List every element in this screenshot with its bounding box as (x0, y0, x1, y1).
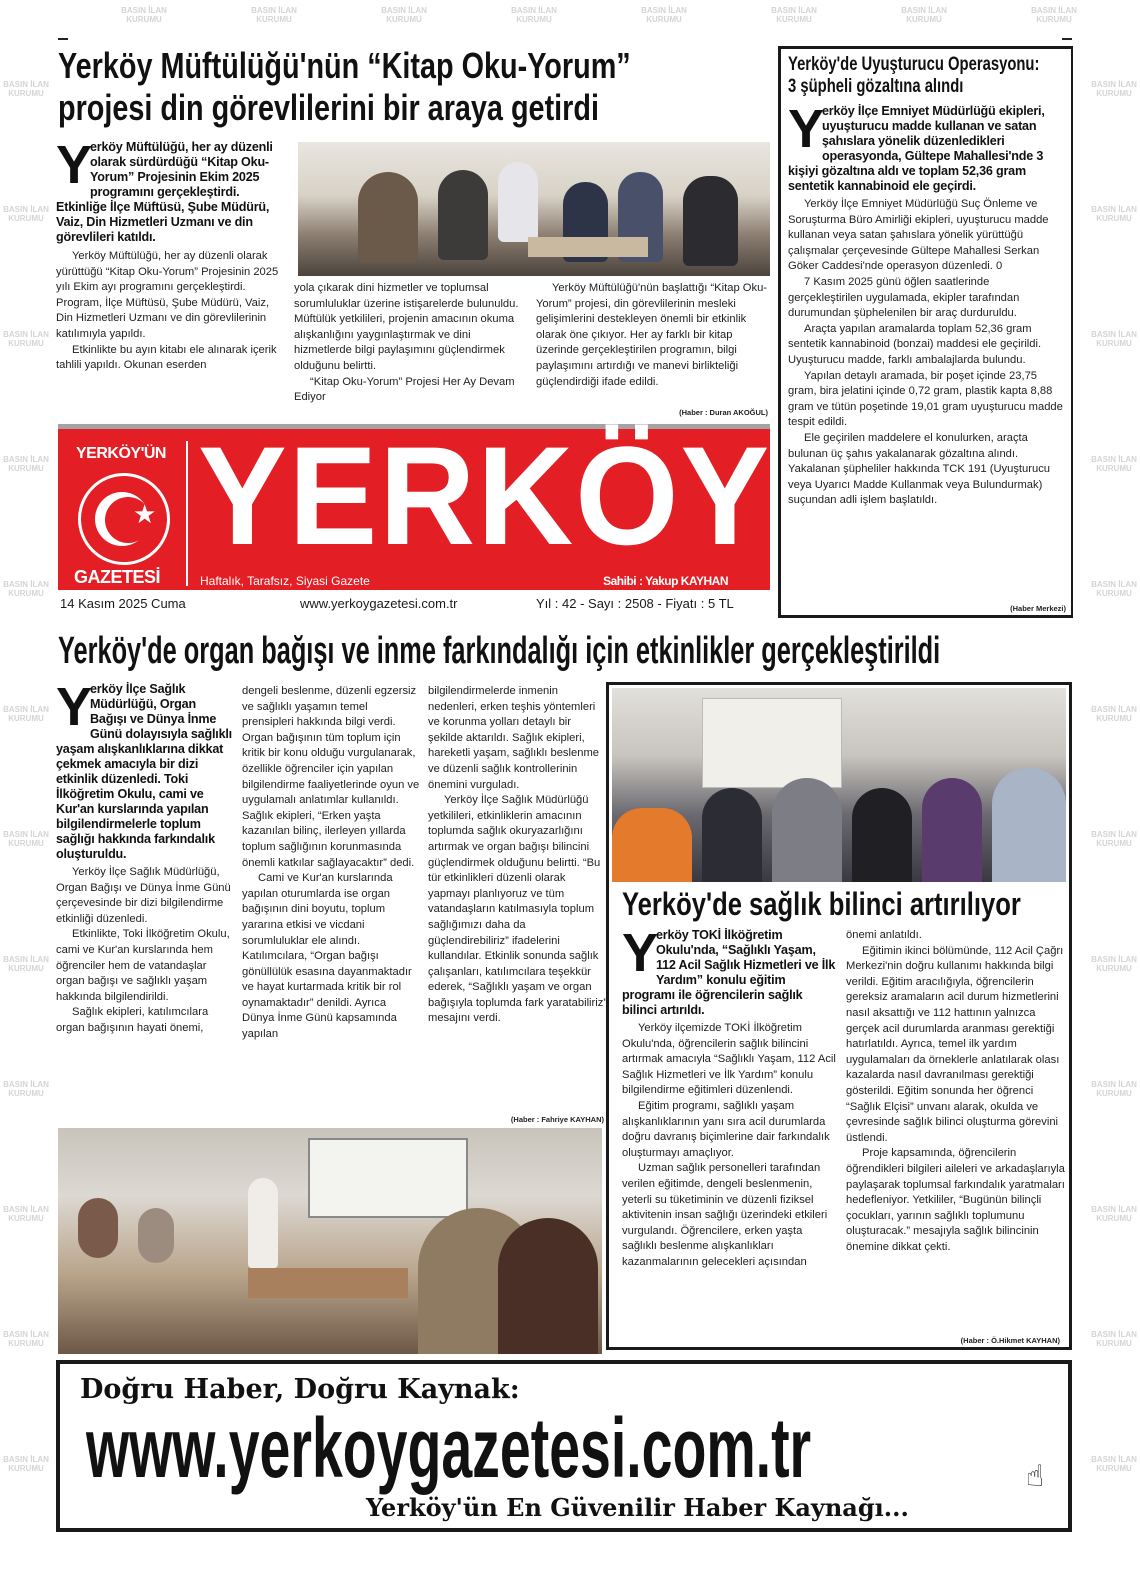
promo-tagline: Doğru Haber, Doğru Kaynak: (80, 1374, 520, 1405)
paragraph: Araçta yapılan aramalarda toplam 52,36 gram sentetik kannabinoid (bonzai) maddesi ele geçirildi. Uyuşturucu madde, farklı ambalajlarda bulundu. (788, 322, 1042, 366)
watermark-text: BASIN İLAN KURUMU (1091, 1330, 1137, 1348)
paragraph: dengeli beslenme, düzenli egzersiz ve sağlıklı yaşamın temel prensipleri hakkında bilgi verdi. Organ bağışının tüm toplum için kritik bir konu olduğu vurgulanarak, özellikle öğrenciler için yapılan bilgilendirme faaliyetlerinde oyun ve uygulamalı anlatımlar kullanıldı. Sağlık ekipleri, “Erken yaşta kazanılan bilinç, ilerleyen yıllarda toplum sağlığının korunmasında önemli katkılar sağlayacaktır” dedi. (242, 685, 420, 869)
paragraph: Yerköy ilçemizde TOKİ İlköğretim Okulu'nda, öğrencilerin sağlık bilincini artırmak amacıyla “Sağlıklı Yaşam, 112 Acil Sağlık Hizmetleri ve İlk Yardım” konulu bilgilendirme eğitimleri düzenlendi. (622, 1022, 836, 1097)
article1-headline-line2: projesi din görevlilerini bir araya getirdi (58, 87, 599, 128)
watermark-text: BASIN İLAN KURUMU (3, 1455, 49, 1473)
paragraph: yola çıkarak dini hizmetler ve toplumsal sorumluluklar üzerine istişarelerde bulunuldu. Müftülük yetkilileri, projenin amacının okuma alışkanlığını yaygınlaştırmak ve dini hizmetlerde bilgi paylaşımını güçlendirmek olduğunu belirtti. (294, 282, 519, 372)
article4-col2 (846, 928, 1066, 1332)
article1-col1 (56, 135, 286, 416)
paragraph: Sağlık ekipleri, katılımcılara organ bağışının hayati önemi, (56, 1006, 209, 1034)
watermark-text: BASIN İLAN KURUMU (1091, 330, 1137, 348)
article3-lead: erköy İlçe Sağlık Müdürlüğü, Organ Bağışı ve Dünya İnme Günü dolayısıyla sağlıklı yaşam alışkanlıklarına dikkat çekmek amacıyla bir dizi etkinlik düzenledi. Toki İlköğretim Okulu, cami ve Kur'an kurslarında yapılan bilgilendirmelerle toplum sağlığı hakkında farkındalık oluşturuldu. (56, 682, 232, 861)
paragraph: 7 Kasım 2025 günü öğlen saatlerinde gerçekleştirilen uygulamada, ekipler tarafından durumundan şüphelenilen bir araç durduruldu. (788, 275, 1020, 320)
article1-col2 (294, 281, 530, 419)
watermark-text: BASIN İLAN KURUMU (1091, 1205, 1137, 1223)
watermark-text: BASIN İLAN KURUMU (1091, 705, 1137, 723)
subheading: “Kitap Oku-Yorum” Projesi Her Ay Devam Ediyor (294, 375, 515, 404)
paragraph: Yerköy İlçe Sağlık Müdürlüğü, Organ Bağışı ve Dünya İnme Günü çerçevesinde bir dizi bilgilendirme etkinliği düzenledi. (56, 866, 231, 925)
watermark-text: BASIN İLAN KURUMU (251, 6, 297, 24)
watermark-text: BASIN İLAN KURUMU (1091, 80, 1137, 98)
paragraph: Yerköy İlçe Sağlık Müdürlüğü yetkilileri, etkinliklerin amacının toplumda sağlık okuryazarlığını artırmak ve organ bağışı bilincini güçlendirmek olduğunu belirtti. “Bu tür etkinlikleri düzenli olarak yapmayı planlıyoruz ve tüm vatandaşların katılmasıyla toplum sağlığımızı daha da güçlendirebiliriz” ifadelerini kullandılar. Etkinlik sonunda sağlık çalışanları, katılımcılara teşekkür ederek, “Sağlıklı yaşam ve organ bağışıyla toplumda fark yaratabiliriz” mesajını verdi. (428, 794, 608, 1025)
promo-url-link[interactable]: www.yerkoygazetesi.com.tr (86, 1401, 812, 1495)
watermark-text: BASIN İLAN KURUMU (3, 1330, 49, 1348)
article1-lead: erköy Müftülüğü, her ay düzenli olarak sürdürdüğü “Kitap Oku-Yorum” Projesinin Ekim 2025 programını gerçekleştirdi. Etkinliğe İlçe Müftüsü, Şube Müdürü, Vaiz, Din Hizmetleri Uzmanı ve din görevlileri katıldı. (56, 140, 273, 244)
paragraph: Etkinlikte, Toki İlköğretim Okulu, cami ve Kur'an kurslarında hem öğrenciler hem de vatandaşlar organ bağışı ve sağlıklı yaşam hakkında bilgilendirildi. (56, 928, 230, 1003)
masthead-left-bottom: GAZETESİ (74, 567, 161, 587)
watermark-text: BASIN İLAN KURUMU (3, 1205, 49, 1223)
hand-pointer-icon: ☝ (1026, 1459, 1045, 1494)
crop-mark (1062, 38, 1072, 40)
watermark-text: BASIN İLAN KURUMU (1091, 955, 1137, 973)
watermark-text: BASIN İLAN KURUMU (1091, 1455, 1137, 1473)
article3-col2 (242, 684, 420, 1124)
paragraph: Etkinlikte bu ayın kitabı ele alınarak içerik tahlili yapıldı. Okunan eserden (56, 343, 277, 372)
watermark-text: BASIN İLAN KURUMU (3, 830, 49, 848)
masthead-website-link[interactable]: www.yerkoygazetesi.com.tr (300, 596, 458, 611)
paragraph: önemi anlatıldı. (846, 929, 922, 941)
article1-col3 (536, 281, 772, 405)
watermark-text: BASIN İLAN KURUMU (1091, 580, 1137, 598)
article3-col3 (428, 684, 608, 1112)
paragraph: Yerköy İlçe Emniyet Müdürlüğü Suç Önleme ve Soruşturma Büro Amirliği ekipleri, uyuşturucu madde kullanan veya satan şahıslara yönelik yürüttüğü çalışmalar çerçevesinde Gültepe Mahallesi Serkan Göker Caddesi'nde operasyon düzenledi. 0 (788, 198, 1049, 273)
watermark-text: BASIN İLAN KURUMU (1091, 830, 1137, 848)
article1-byline: (Haber : Duran AKOĞUL) (679, 408, 768, 417)
watermark-text: BASIN İLAN KURUMU (771, 6, 817, 24)
paragraph: Yerköy Müftülüğü'nün başlattığı “Kitap Oku-Yorum” projesi, din görevlilerinin mesleki gelişimlerini destekleyen önemli bir etkinlik olarak öne çıkıyor. Her ay farklı bir kitap üzerinde gerçekleştirilen programın, bilgi paylaşımını artırdığı ve manevi birlikteliği güçlendirdiği ifade edildi. (536, 282, 768, 388)
article3-dropcap: Y (56, 677, 93, 737)
watermark-text: BASIN İLAN KURUMU (121, 6, 167, 24)
article4-col1 (622, 923, 838, 1340)
article3-byline: (Haber : Fahriye KAYHAN) (510, 1115, 604, 1124)
paragraph: Ele geçirilen maddelere el konulurken, araçta bulunan üç şahıs yakalanarak gözaltına alındı. Yakalanan şüpheliler hakkında TCK 191 (Uyuşturucu veya Uyarıcı Madde Kullanmak veya Bulundurmak) suçundan adli işlem başlatıldı. (788, 431, 1051, 507)
watermark-text: BASIN İLAN KURUMU (901, 6, 947, 24)
paragraph: Yerköy Müftülüğü, her ay düzenli olarak yürüttüğü “Kitap Oku-Yorum” Projesinin 2025 yılı Ekim ayı programını gerçekleştirdi. Program, İlçe Müftüsü, Şube Müdürü, Vaiz, Din Hizmetleri Uzmanı ve din görevlilerinin katılımıyla yapıldı. (56, 250, 279, 340)
article3-col1 (56, 677, 232, 1124)
watermark-text: BASIN İLAN KURUMU (641, 6, 687, 24)
watermark-text: BASIN İLAN KURUMU (1091, 455, 1137, 473)
flag-emblem-icon: ★ (78, 473, 170, 565)
watermark-text: BASIN İLAN KURUMU (3, 205, 49, 223)
masthead-title: YERKÖY (198, 417, 772, 574)
article4-byline: (Haber : Ö.Hikmet KAYHAN) (960, 1336, 1060, 1345)
watermark-text: BASIN İLAN KURUMU (3, 705, 49, 723)
article3-headline: Yerköy'de organ bağışı ve inme farkındalığı için etkinlikler gerçekleştirildi (58, 630, 941, 672)
paragraph: Eğitimin ikinci bölümünde, 112 Acil Çağrı Merkezi'nin doğru kullanımı hakkında bilgi verildi. Eğitim aracılığıyla, öğrencilerin gereksiz aramaların acil durum hizmetlerini nasıl aksattığı ve 112 hattının yalnızca gerçek acil durumlarda aranması gerektiği hatırlatıldı. Ayrıca, temel ilk yardım uygulamaları da örneklerle anlatılarak olası kazalarda nasıl davranılması gerektiği gösterildi. Eğitim sonunda her öğrenci “Sağlık Elçisi” unvanı alarak, okulda ve çevresinde sağlık bilinci oluşturma görevini üstlendi. (846, 944, 1064, 1144)
watermark-text: BASIN İLAN KURUMU (3, 1080, 49, 1098)
watermark-text: BASIN İLAN KURUMU (1031, 6, 1077, 24)
masthead-divider (186, 441, 188, 586)
crop-mark (58, 38, 68, 40)
masthead-banner (58, 417, 772, 590)
paragraph: Cami ve Kur'an kurslarında yapılan oturumlarda ise organ bağışının dini boyutu, toplum yararına etkisi ve vicdani sorumluluklar ele alındı. Katılımcılara, “Organ bağışı gönüllülük esasına dayanmaktadır ve hayat kurtarmada kritik bir rol oynamaktadır” denildi. Ayrıca Dünya İnme Günü kapsamında yapılan (242, 872, 412, 1041)
watermark-text: BASIN İLAN KURUMU (3, 455, 49, 473)
article2-lead: erköy İlçe Emniyet Müdürlüğü ekipleri, uyuşturucu madde kullanan ve satan şahıslara yönelik düzenledikleri operasyonda, Gültepe Mahallesi'nde 3 kişiyi gözaltına aldı ve toplam 52,36 gram sentetik kannabinoid ele geçirdi. (788, 104, 1045, 193)
article2-headline-line2: 3 şüpheli gözaltına alındı (788, 76, 964, 97)
article2-dropcap: Y (788, 99, 825, 159)
watermark-text: BASIN İLAN KURUMU (3, 580, 49, 598)
article4-lead: erköy TOKİ İlköğretim Okulu'nda, “Sağlıklı Yaşam, 112 Acil Sağlık Hizmetleri ve İlk Yardım” konulu eğitim programı ile öğrencilerin sağlık bilinci artırıldı. (622, 928, 836, 1017)
article2-body (788, 99, 1064, 598)
article1-headline-line1: Yerköy Müftülüğü'nün “Kitap Oku-Yorum” (58, 45, 631, 86)
watermark-text: BASIN İLAN KURUMU (1091, 205, 1137, 223)
article2-byline: (Haber Merkezi) (1010, 604, 1066, 613)
article4-dropcap: Y (622, 923, 659, 983)
article1-photo (298, 142, 770, 276)
paragraph: Eğitim programı, sağlıklı yaşam alışkanlıklarının yanı sıra acil durumlarda doğru davranış biçimlerine dair farkındalık oluşturmayı amaçlıyor. (622, 1099, 830, 1159)
article1-dropcap: Y (56, 135, 93, 195)
article2-headline-line1: Yerköy'de Uyuşturucu Operasyonu: (788, 54, 1040, 75)
watermark-text: BASIN İLAN KURUMU (3, 330, 49, 348)
masthead-owner: Sahibi : Yakup KAYHAN (603, 574, 728, 588)
promo-bottom-text: Yerköy'ün En Güvenilir Haber Kaynağı... (366, 1493, 909, 1522)
paragraph: Yapılan detaylı aramada, bir poşet içinde 23,75 gram, bira jelatini içinde 0,72 gram, plastik kapta 8,88 gram ve tütün poşetinde 19,01 gram uyuşturucu madde tespit edildi. (788, 369, 1063, 429)
masthead-left-top: YERKÖY'ÜN (76, 445, 166, 462)
article3-photo (58, 1128, 602, 1354)
article4-photo (612, 688, 1066, 882)
watermark-text: BASIN İLAN KURUMU (511, 6, 557, 24)
watermark-text: BASIN İLAN KURUMU (381, 6, 427, 24)
watermark-text: BASIN İLAN KURUMU (3, 80, 49, 98)
paragraph: Uzman sağlık personelleri tarafından verilen eğitimde, dengeli beslenmenin, yeterli su tüketiminin ve düzenli fiziksel aktivitenin insan sağlığı üzerindeki etkileri vurgulandı. Öğrencilere, erken yaşta sağlıklı beslenme alışkanlıkları kazanmalarının gelecekleri açısından (622, 1162, 828, 1268)
watermark-text: BASIN İLAN KURUMU (1091, 1080, 1137, 1098)
issue-info: Yıl : 42 - Sayı : 2508 - Fiyatı : 5 TL (536, 596, 734, 611)
paragraph: bilgilendirmelerde inmenin nedenleri, erken teşhis yöntemleri ve korunma yolları detaylı bir şekilde aktarıldı. Sağlık ekipleri, hareketli yaşam, sağlıklı beslenme ve düzenli sağlık kontrollerinin önemini vurguladı. (428, 685, 599, 791)
watermark-text: BASIN İLAN KURUMU (3, 955, 49, 973)
article4-headline: Yerköy'de sağlık bilinci artırılıyor (622, 886, 1021, 922)
paragraph: Proje kapsamında, öğrencilerin öğrendikleri bilgileri aileleri ve arkadaşlarıyla paylaşarak toplumsal farkındalık yaratmaları hedefleniyor. Yetkililer, “Bugünün bilinçli çocukları, yarının sağlıklı toplumunu oluşturacak.” mesajıyla sağlık bilincinin önemine dikkat çekti. (846, 1147, 1065, 1253)
issue-date: 14 Kasım 2025 Cuma (60, 596, 186, 611)
masthead-slogan: Haftalık, Tarafsız, Siyasi Gazete (200, 574, 370, 588)
